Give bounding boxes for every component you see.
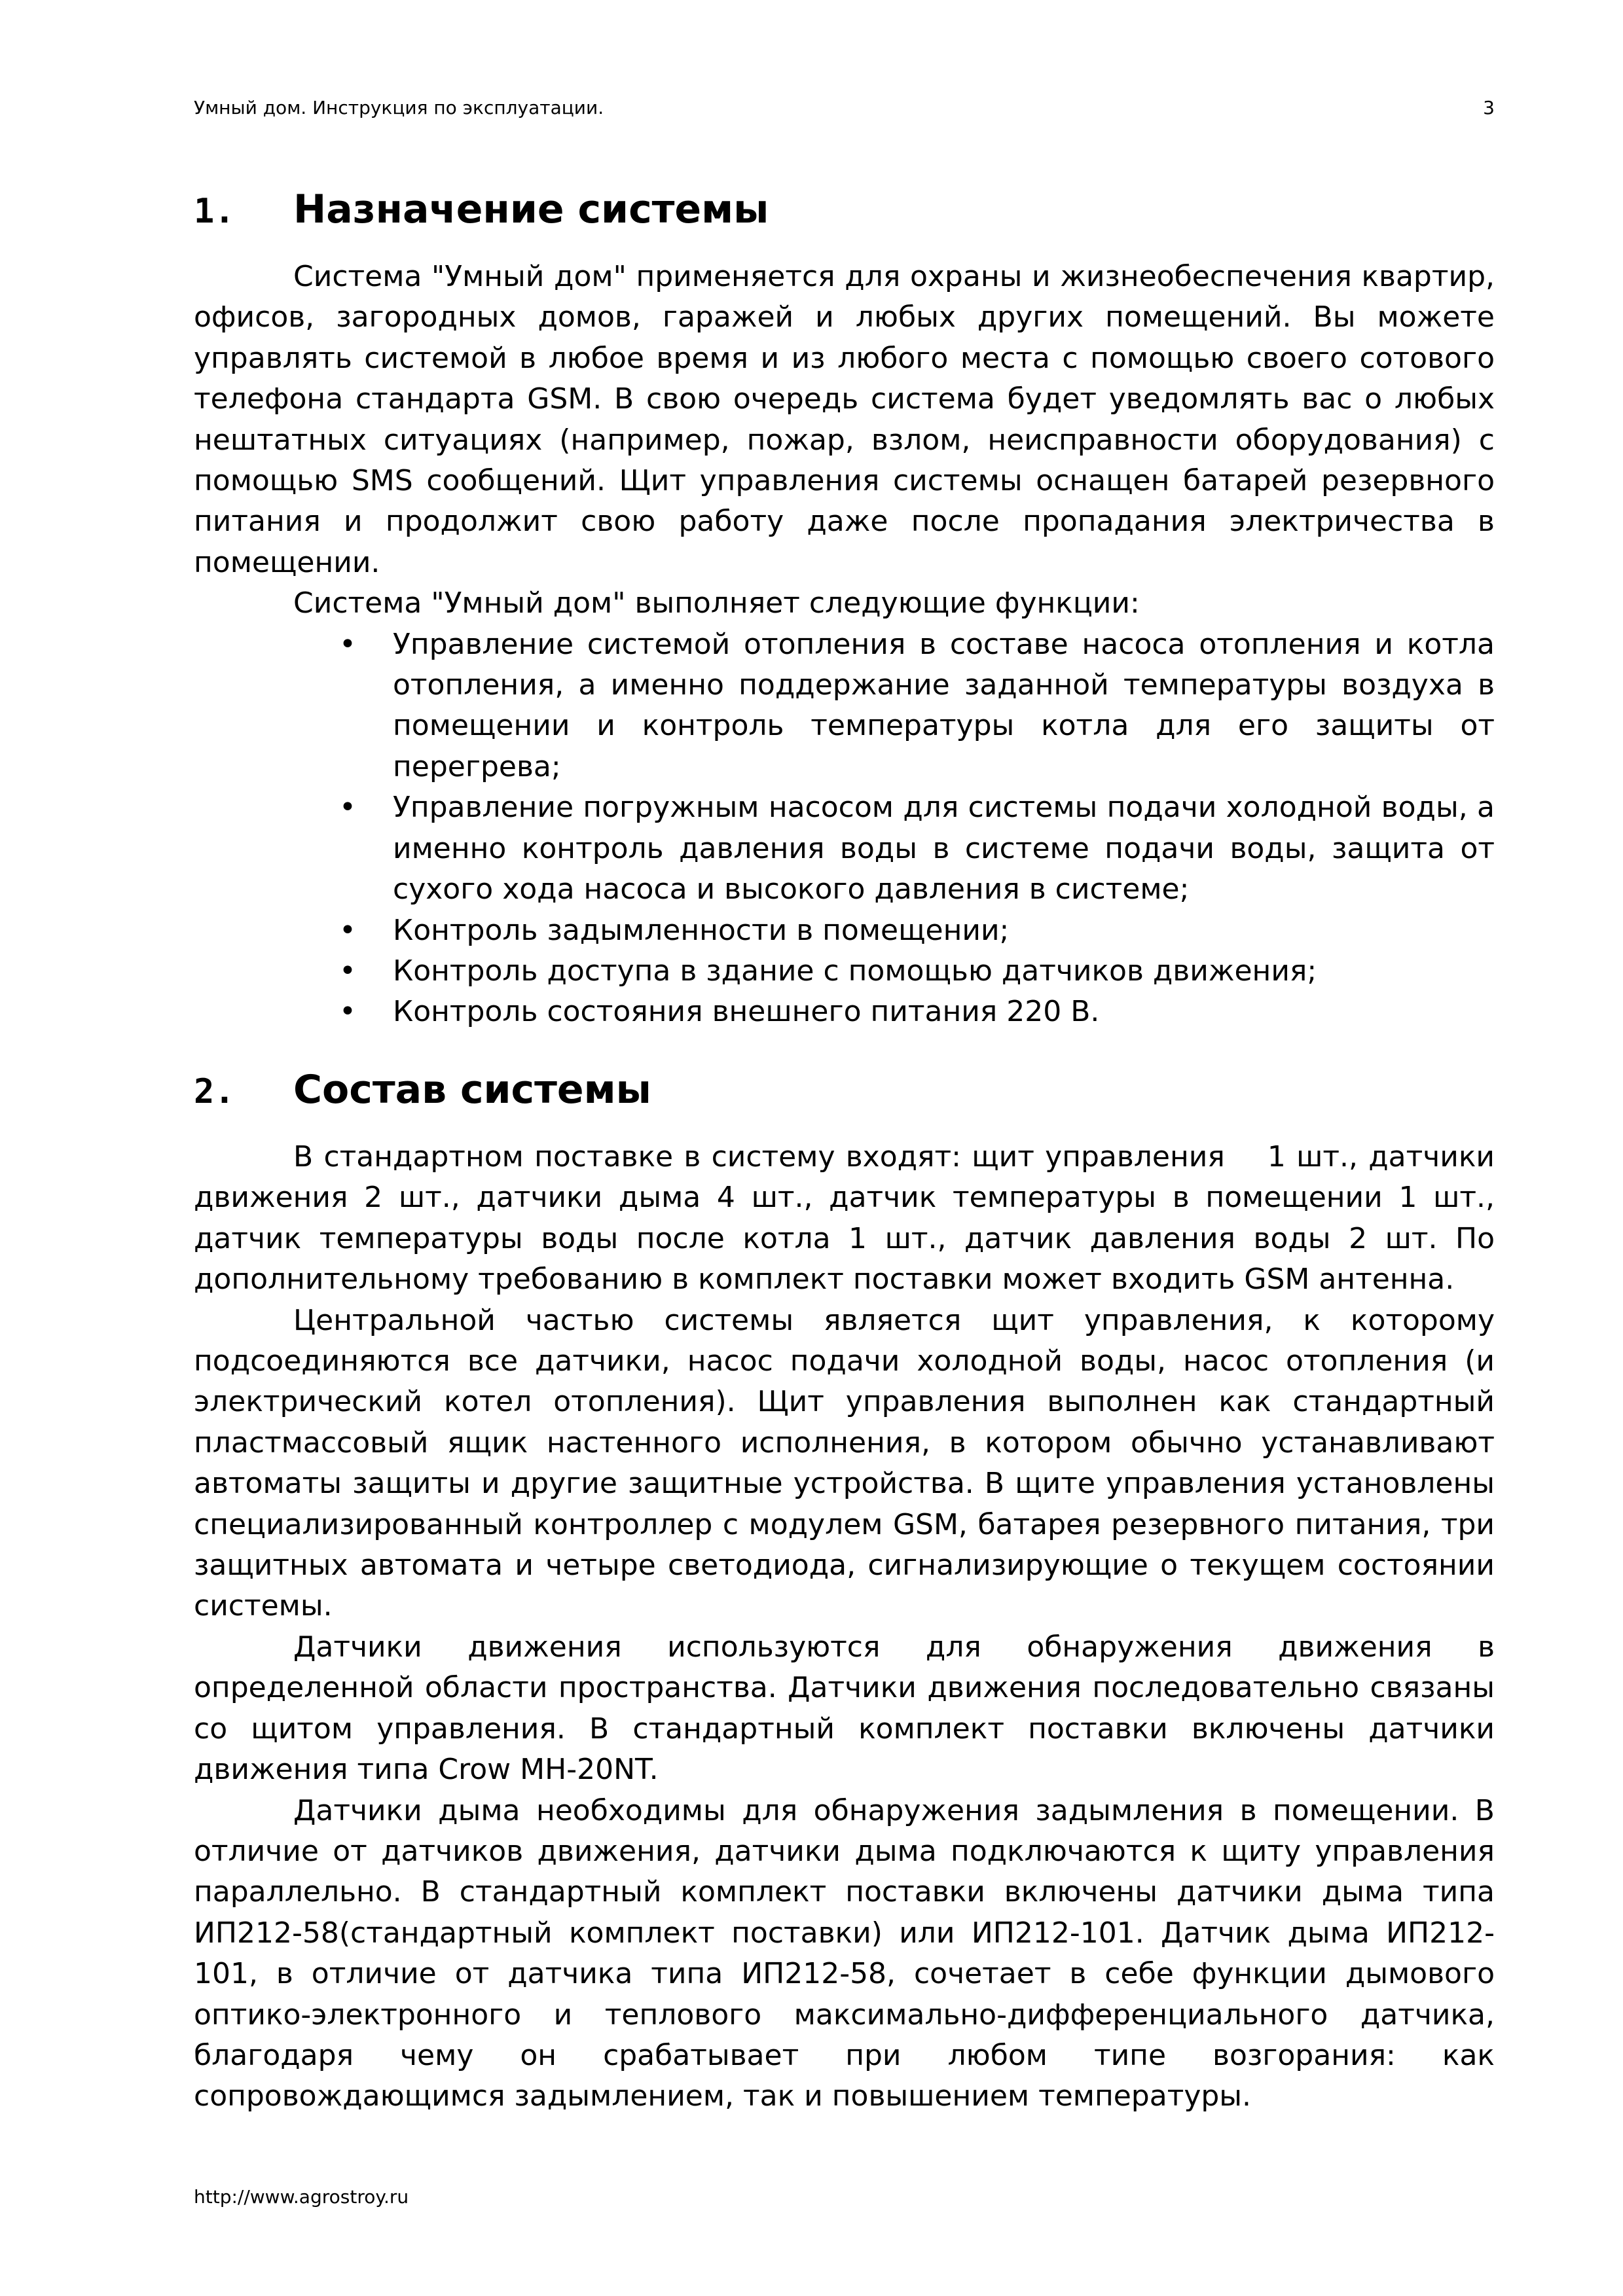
page-footer — [194, 2186, 409, 2208]
section-1-title: Назначение системы — [293, 187, 769, 232]
section-2-body — [194, 1137, 1504, 2117]
list-item — [194, 951, 1495, 992]
section-2-heading — [194, 1067, 651, 1113]
list-item — [194, 787, 1495, 910]
list-item-text: Контроль задымленности в помещении; — [393, 913, 1010, 947]
bullet-icon: • — [339, 791, 356, 825]
section-1-paragraph-2: Система "Умный дом" выполняет следующие функции: — [293, 586, 1140, 620]
section-1-paragraph-1: Система "Умный дом" применяется для охраны и жизнеобеспечения квартир, офисов, загородных домов, гаражей и любых других помещений. Вы можете управлять системой в любое время и из любого места с помощью своего сотового телефона стандарта GSM. В свою очередь система будет уведомлять вас о любых нештатных ситуациях (например, пожар, взлом, неисправности оборудования) с помощью SMS сообщений. Щит управления системы оснащен батарей резервного питания и продолжит свою работу даже после пропадания электричества в помещении. — [194, 260, 1495, 579]
list-item — [194, 910, 1495, 951]
list-item-text: Контроль состояния внешнего питания 220 В. — [393, 995, 1100, 1029]
list-item-text: Управление системой отопления в составе насоса отопления и котла отопления, а именно поддержание заданной температуры воздуха в помещении и контроль температуры котла для его защиты от перегрева; — [393, 627, 1495, 783]
section-1-body — [194, 257, 1495, 1033]
bullet-icon: • — [339, 627, 356, 661]
list-item-text: Контроль доступа в здание с помощью датчиков движения; — [393, 954, 1317, 988]
list-item-text: Управление погружным насосом для системы подачи холодной воды, а именно контроль давления воды в системе подачи воды, защита от сухого хода насоса и высокого давления в системе; — [393, 791, 1495, 906]
section-2-paragraph: Датчики дыма необходимы для обнаружения задымления в помещении. В отличие от датчиков движения, датчики дыма подключаются к щиту управления параллельно. В стандартный комплект поставки включены датчики дыма типа ИП212-58(стандартный комплект поставки) или ИП212-101. Датчик дыма ИП212-101, в отличие от датчика типа ИП212-58, сочетает в себе функции дымового оптико-электронного и теплового максимально-дифференциального датчика, благодаря чему он срабатывает при любом типе возгорания: как сопровождающимся задымлением, так и повышением температуры. — [194, 1793, 1495, 2113]
section-2-title: Состав системы — [293, 1067, 651, 1113]
section-2-paragraph: Датчики движения используются для обнаружения движения в определенной области пространства. Датчики движения последовательно связаны со щитом управления. В стандартный комплект поставки включены датчики движения типа Crow MH-20NT. — [194, 1630, 1495, 1787]
functions-list — [194, 624, 1495, 1033]
header-title: Умный дом. Инструкция по эксплуатации. — [194, 97, 604, 118]
header-page-number: 3 — [1483, 97, 1495, 118]
bullet-icon: • — [339, 954, 356, 988]
section-1-number: 1. — [194, 192, 235, 231]
section-2-number: 2. — [194, 1072, 235, 1111]
footer-url: http://www.agrostroy.ru — [194, 2186, 409, 2208]
list-item — [194, 624, 1495, 788]
bullet-icon: • — [339, 995, 356, 1029]
section-2-paragraph: Центральной частью системы является щит управления, к которому подсоединяются все датчики, насос подачи холодной воды, насос отопления (и электрический котел отопления). Щит управления выполнен как стандартный пластмассовый ящик настенного исполнения, в котором обычно устанавливают автоматы защиты и другие защитные устройства. В щите управления установлены специализированный контроллер с модулем GSM, батарея резервного питания, три защитных автомата и четыре светодиода, сигнализирующие о текущем состоянии системы. — [194, 1303, 1495, 1623]
section-1-heading — [194, 187, 769, 232]
section-2-paragraph: В стандартном поставке в систему входят: щит управления 1 шт., датчики движения 2 шт., датчики дыма 4 шт., датчик температуры в помещении 1 шт., датчик температуры воды после котла 1 шт., датчик давления воды 2 шт. По дополнительному требованию в комплект поставки может входить GSM антенна. — [194, 1140, 1504, 1297]
list-item — [194, 992, 1495, 1032]
bullet-icon: • — [339, 913, 356, 947]
page-header — [194, 97, 1495, 118]
